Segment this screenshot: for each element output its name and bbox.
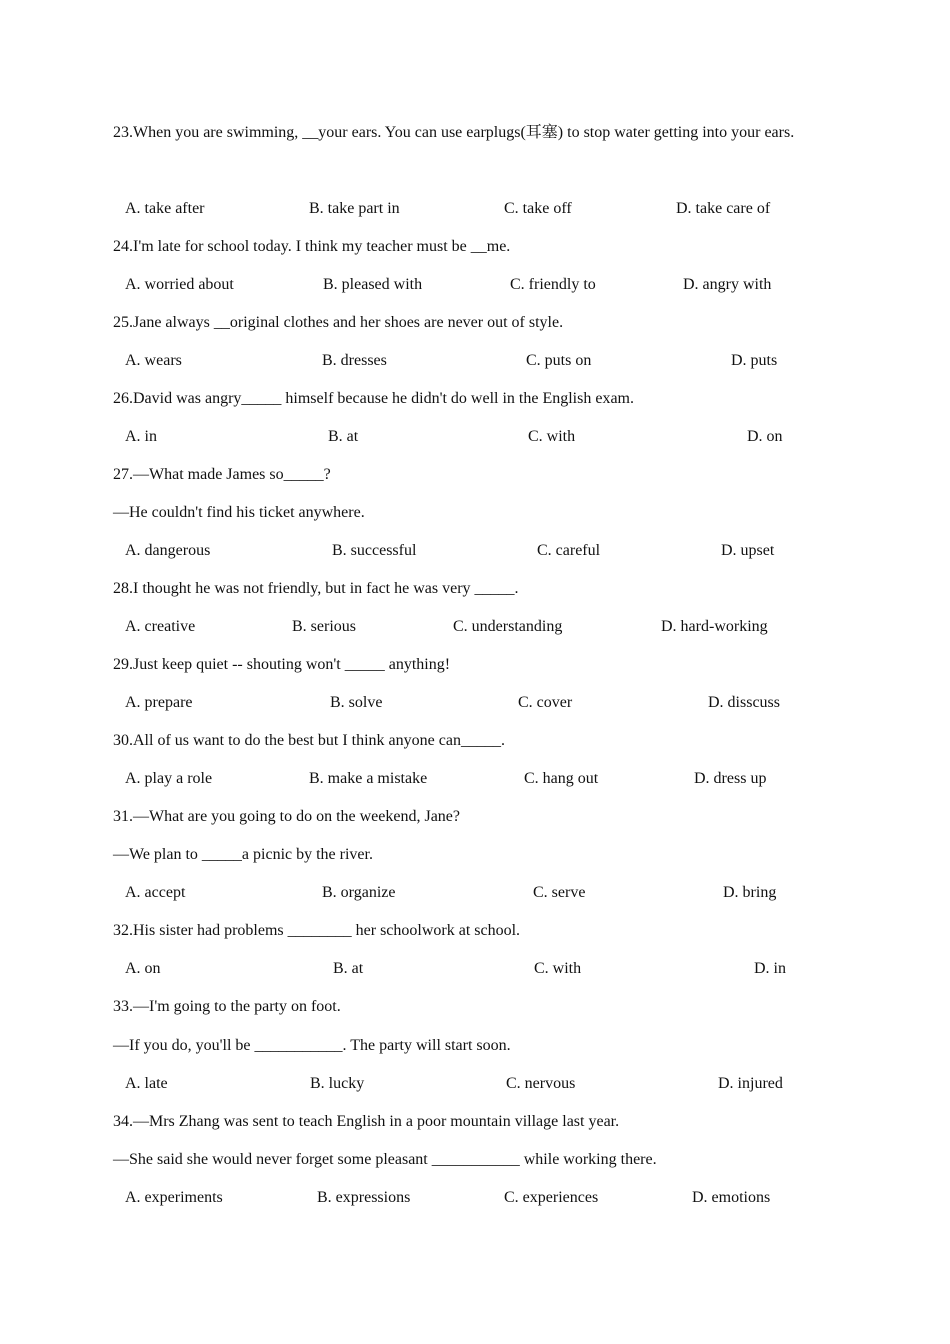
q34-option-c: C. experiences xyxy=(504,1189,599,1206)
q29-option-a: A. prepare xyxy=(125,694,193,711)
question-25-stem: 25.Jane always __original clothes and her shoes are never out of style. xyxy=(113,314,564,331)
q31-option-c: C. serve xyxy=(533,884,586,901)
q29-option-b: B. solve xyxy=(330,694,383,711)
q27-option-a: A. dangerous xyxy=(125,542,211,559)
q33-option-d: D. injured xyxy=(718,1075,783,1092)
question-26-stem: 26.David was angry_____ himself because he didn't do well in the English exam. xyxy=(113,390,634,407)
question-29-stem: 29.Just keep quiet -- shouting won't _____ anything! xyxy=(113,656,451,673)
q31-option-a: A. accept xyxy=(125,884,186,901)
q30-option-b: B. make a mistake xyxy=(309,770,428,787)
q32-option-a: A. on xyxy=(125,960,161,977)
question-30-stem: 30.All of us want to do the best but I think anyone can_____. xyxy=(113,732,505,749)
q28-option-d: D. hard-working xyxy=(661,618,768,635)
question-34-stem: 34.—Mrs Zhang was sent to teach English in a poor mountain village last year. xyxy=(113,1113,620,1130)
q33-option-b: B. lucky xyxy=(310,1075,365,1092)
q24-option-a: A. worried about xyxy=(125,276,234,293)
q29-option-c: C. cover xyxy=(518,694,573,711)
q26-option-a: A. in xyxy=(125,428,157,445)
q26-option-c: C. with xyxy=(528,428,576,445)
q24-option-c: C. friendly to xyxy=(510,276,596,293)
q25-option-c: C. puts on xyxy=(526,352,592,369)
q26-option-d: D. on xyxy=(747,428,783,445)
q23-option-a: A. take after xyxy=(125,200,205,217)
q34-option-b: B. expressions xyxy=(317,1189,411,1206)
q31-option-d: D. bring xyxy=(723,884,777,901)
question-32-stem: 32.His sister had problems ________ her schoolwork at school. xyxy=(113,922,521,939)
q25-option-a: A. wears xyxy=(125,352,182,369)
q32-option-c: C. with xyxy=(534,960,582,977)
q33-option-c: C. nervous xyxy=(506,1075,576,1092)
q25-option-d: D. puts xyxy=(731,352,778,369)
q31-option-b: B. organize xyxy=(322,884,396,901)
q34-option-d: D. emotions xyxy=(692,1189,771,1206)
question-31-reply: —We plan to _____a picnic by the river. xyxy=(113,846,373,863)
q23-option-b: B. take part in xyxy=(309,200,400,217)
q30-option-d: D. dress up xyxy=(694,770,767,787)
question-33-stem: 33.—I'm going to the party on foot. xyxy=(113,998,341,1015)
question-28-stem: 28.I thought he was not friendly, but in fact he was very _____. xyxy=(113,580,519,597)
q28-option-a: A. creative xyxy=(125,618,196,635)
question-34-reply: —She said she would never forget some pleasant ___________ while working there. xyxy=(113,1151,657,1168)
question-27-reply: —He couldn't find his ticket anywhere. xyxy=(113,504,365,521)
q23-option-d: D. take care of xyxy=(676,200,771,217)
q34-option-a: A. experiments xyxy=(125,1189,223,1206)
question-33-reply: —If you do, you'll be ___________. The party will start soon. xyxy=(113,1037,511,1054)
q28-option-c: C. understanding xyxy=(453,618,563,635)
q32-option-b: B. at xyxy=(333,960,364,977)
q23-option-c: C. take off xyxy=(504,200,572,217)
q28-option-b: B. serious xyxy=(292,618,356,635)
q30-option-a: A. play a role xyxy=(125,770,213,787)
q33-option-a: A. late xyxy=(125,1075,168,1092)
q29-option-d: D. disscuss xyxy=(708,694,781,711)
q24-option-d: D. angry with xyxy=(683,276,772,293)
question-31-stem: 31.—What are you going to do on the weekend, Jane? xyxy=(113,808,461,825)
q26-option-b: B. at xyxy=(328,428,359,445)
q32-option-d: D. in xyxy=(754,960,786,977)
q27-option-b: B. successful xyxy=(332,542,417,559)
q27-option-c: C. careful xyxy=(537,542,601,559)
q30-option-c: C. hang out xyxy=(524,770,599,787)
question-24-stem: 24.I'm late for school today. I think my teacher must be __me. xyxy=(113,238,511,255)
question-23-stem: 23.When you are swimming, __your ears. You can use earplugs(耳塞) to stop water getting into your ears. xyxy=(113,124,795,141)
question-27-stem: 27.—What made James so_____? xyxy=(113,466,331,483)
q27-option-d: D. upset xyxy=(721,542,775,559)
q25-option-b: B. dresses xyxy=(322,352,387,369)
q24-option-b: B. pleased with xyxy=(323,276,423,293)
